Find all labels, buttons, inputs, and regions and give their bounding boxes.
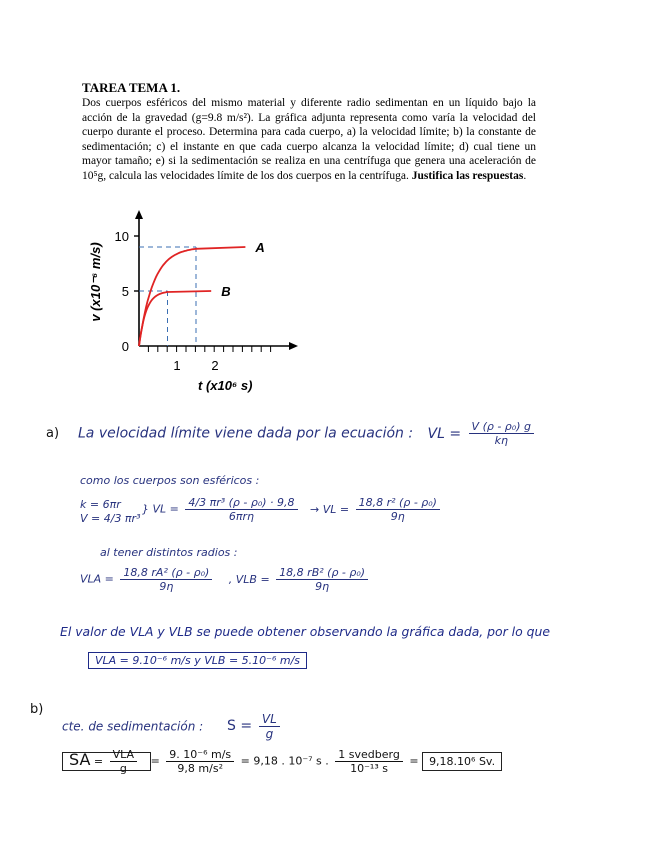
x-tick-labels xyxy=(173,358,218,373)
b-conv-num: 1 svedberg xyxy=(335,748,403,762)
a-k: k = 6πr xyxy=(80,498,121,511)
b-S-den: g xyxy=(265,727,274,742)
a-definitions xyxy=(80,498,141,526)
a-vla-den: 9η xyxy=(159,580,174,594)
guide-lines xyxy=(139,247,196,346)
a-spheres-note: como los cuerpos son esféricos : xyxy=(80,474,260,487)
a-substitution xyxy=(142,496,443,523)
y-tick-label: 0 xyxy=(121,339,129,354)
b-val-fraction xyxy=(166,748,234,775)
a-eq-den: kη xyxy=(494,434,508,448)
b-val-num: 9. 10⁻⁶ m/s xyxy=(166,748,234,762)
b-S-fraction xyxy=(259,712,280,742)
y-tick-labels xyxy=(115,229,129,354)
y-tick-label: 5 xyxy=(121,284,129,299)
statement-text: Dos cuerpos esféricos del mismo material y diferente radio sedimentan en un líquido bajo la acción de la gravedad (g=9.8 m/s²). La gráfica adjunta representa como varía la velocidad del cuerpo durante el proceso. Determina para cada cuerpo, a) la velocidad límite; b) la constante de sedimentación; c) el instante en que cada cuerpo alcanza la velocidad límite; d) cual tiene un mayor tamaño; e) si la sedimentación se realiza en una centrífuga que genera una aceleración de 10⁵g, calcula las velocidades límite de los dos cuerpos en la centrífuga. xyxy=(82,97,536,182)
x-tick-label: 1 xyxy=(173,358,181,373)
a-sub-num: 4/3 πr³ (ρ - ρ₀) · 9,8 xyxy=(185,496,297,510)
series-label-B: B xyxy=(221,284,231,299)
a-result-box xyxy=(88,654,307,667)
a-vlb-fraction xyxy=(276,566,368,593)
b-definition xyxy=(62,712,283,742)
a-res-num: 18,8 r² (ρ - ρ₀) xyxy=(356,496,440,510)
b-SA: SA xyxy=(69,749,91,769)
a-vla-vlb xyxy=(80,566,371,593)
a-vlb: , VLB = xyxy=(228,572,270,586)
part-a-label: a) xyxy=(46,426,60,441)
a-eq-num: V (ρ - ρ₀) g xyxy=(469,420,534,434)
b-SA-num: VLA xyxy=(110,748,137,762)
b-SA-eq: = xyxy=(93,754,104,768)
a-vla-fraction xyxy=(120,566,212,593)
a-valor-line: El valor de VLA y VLB se puede obtener observando la gráfica dada, por lo que xyxy=(60,624,550,639)
b-SA-fraction xyxy=(110,748,137,775)
x-axis-label: t (x10⁶ s) xyxy=(198,378,253,393)
velocity-time-chart xyxy=(80,208,300,398)
a-vlb-den: 9η xyxy=(315,580,330,594)
b-const: cte. de sedimentación : xyxy=(62,719,204,734)
x-minor-ticks xyxy=(148,346,270,352)
b-calculation xyxy=(62,748,502,775)
b-val-den: 9,8 m/s² xyxy=(177,762,223,776)
part-b-label: b) xyxy=(30,702,44,717)
y-tick-label: 10 xyxy=(114,229,129,244)
a-eq-fraction xyxy=(469,420,534,447)
a-v: V = 4/3 πr³ xyxy=(80,512,141,525)
a-vl2: } VL = xyxy=(142,502,179,516)
b-sa-box xyxy=(62,748,151,776)
x-tick-label: 2 xyxy=(211,358,219,373)
b-eq3: = 9,18 . 10⁻⁷ s . xyxy=(240,754,329,768)
b-S-num: VL xyxy=(259,712,280,727)
a-velocity-line xyxy=(78,420,537,447)
b-conv-den: 10⁻¹³ s xyxy=(350,762,388,776)
a-sub-den: 6πrη xyxy=(228,510,255,524)
a-line1: La velocidad límite viene dada por la ecuación : xyxy=(78,425,414,442)
b-eq2: = xyxy=(150,754,160,768)
a-arrow: → VL = xyxy=(310,502,350,516)
b-SA-den: g xyxy=(119,762,127,776)
velocity-curves xyxy=(139,240,265,346)
a-box: VLA = 9.10⁻⁶ m/s y VLB = 5.10⁻⁶ m/s xyxy=(88,652,307,669)
b-conv-fraction xyxy=(335,748,403,775)
a-vlb-num: 18,8 rB² (ρ - ρ₀) xyxy=(276,566,368,580)
a-vl-symbol: VL = xyxy=(427,425,462,442)
a-radios-note: al tener distintos radios : xyxy=(100,546,238,559)
a-vla-num: 18,8 rA² (ρ - ρ₀) xyxy=(120,566,212,580)
curve-B xyxy=(139,291,211,346)
task-statement: Dos cuerpos esféricos del mismo material y diferente radio sedimentan en un líquido bajo la acción de la gravedad (g=9.8 m/s²). La gráfica adjunta representa como varía la velocidad del cuerpo durante el proceso. Determina para cada cuerpo, a) la velocidad límite; b) la constante de sedimentación; c) el instante en que cada cuerpo alcanza la velocidad límite; d) cual tiene un mayor tamaño; e) si la sedimentación se realiza en una centrífuga que genera una aceleración de 10⁵g, calcula las velocidades límite de los dos cuerpos en la centrífuga. Justifica las respuestas. xyxy=(82,97,536,182)
series-label-A: A xyxy=(255,240,265,255)
b-eq4: = xyxy=(409,754,419,768)
y-axis-arrow xyxy=(135,210,143,219)
a-sub-fraction xyxy=(185,496,297,523)
y-axis-label: v (x10⁻⁶ m/s) xyxy=(88,242,103,322)
a-vla: VLA = xyxy=(80,572,114,586)
a-res-den: 9η xyxy=(390,510,405,524)
a-result-fraction xyxy=(356,496,440,523)
b-S: S = xyxy=(227,718,253,735)
b-result: 9,18.10⁶ Sv. xyxy=(422,752,502,771)
statement-bold: Justifica las respuestas xyxy=(411,169,524,182)
x-axis-arrow xyxy=(289,342,298,350)
task-title: TAREA TEMA 1. xyxy=(82,80,181,95)
